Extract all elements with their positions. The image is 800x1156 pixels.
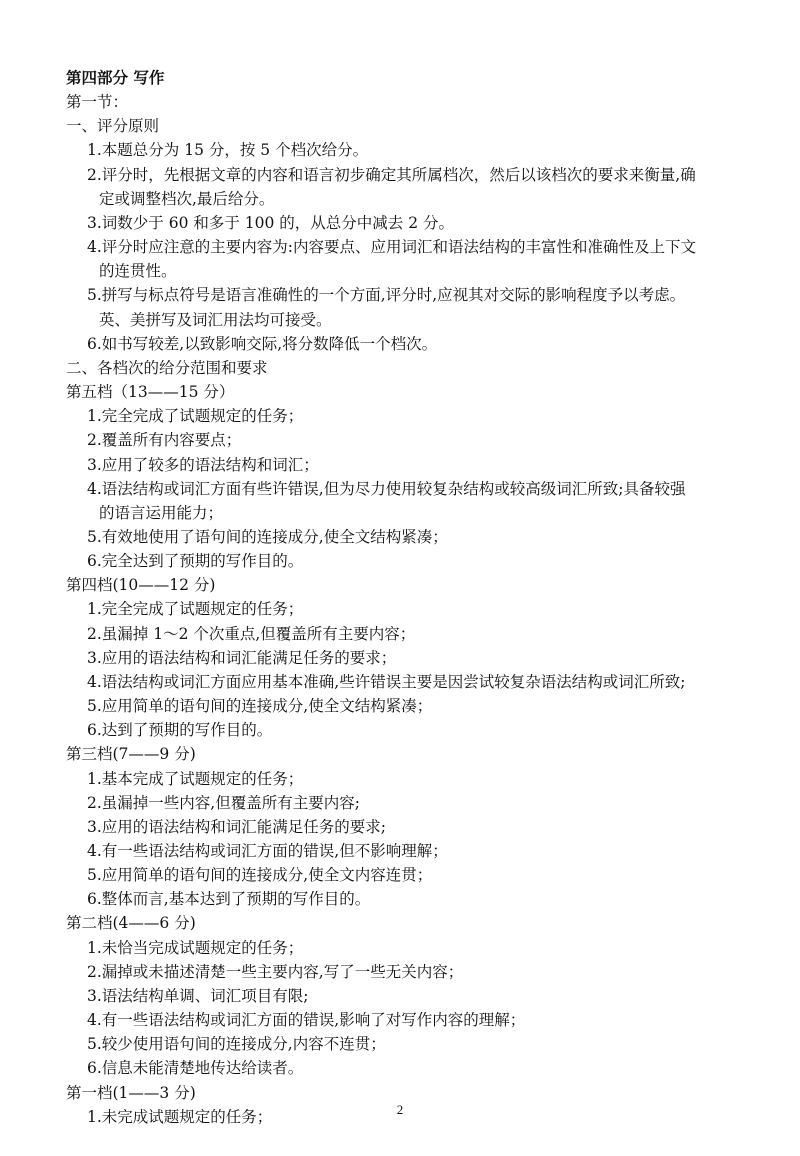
principle-item-3: 3.词数少于 60 和多于 100 的，从总分中减去 2 分。 (87, 213, 455, 232)
band3-item-5: 5.应用简单的语句间的连接成分,使全文内容连贯； (87, 866, 433, 885)
principle-item-2: 2.评分时，先根据文章的内容和语言初步确定其所属档次，然后以该档次的要求来衡量,确 (87, 165, 696, 184)
principle-item-4-cont: 的连贯性。 (99, 262, 177, 281)
principle-item-5-cont: 英、美拼写及词汇用法均可接受。 (99, 310, 332, 329)
band4-heading: 第四档(10——12 分) (66, 576, 216, 595)
band5-item-4-cont: 的语言运用能力； (99, 503, 224, 522)
band2-item-6: 6.信息未能清楚地传达给读者。 (87, 1059, 304, 1078)
band5-item-2: 2.覆盖所有内容要点； (87, 431, 242, 450)
band3-item-2: 2.虽漏掉一些内容,但覆盖所有主要内容; (87, 793, 360, 812)
band2-item-4: 4.有一些语法结构或词汇方面的错误,影响了对写作内容的理解； (87, 1011, 526, 1030)
band4-item-1: 1.完全完成了试题规定的任务； (87, 600, 304, 619)
band4-item-6: 6.达到了预期的写作目的。 (87, 721, 273, 740)
band3-heading: 第三档(7——9 分) (66, 745, 196, 764)
band4-item-3: 3.应用的语法结构和词汇能满足任务的要求； (87, 648, 397, 667)
band2-heading: 第二档(4——6 分) (66, 914, 196, 933)
principle-item-6: 6.如书写较差,以致影响交际,将分数降低一个档次。 (87, 334, 438, 353)
principle-item-2-cont: 定或调整档次,最后给分。 (99, 189, 275, 208)
band3-item-1: 1.基本完成了试题规定的任务； (87, 769, 304, 788)
band5-item-3: 3.应用了较多的语法结构和词汇； (87, 455, 319, 474)
band2-item-3: 3.语法结构单调、词汇项目有限; (87, 986, 309, 1005)
band3-item-6: 6.整体而言,基本达到了预期的写作目的。 (87, 890, 371, 909)
principles-heading: 一、评分原则 (66, 117, 160, 136)
principle-item-5: 5.拼写与标点符号是语言准确性的一个方面,评分时,应视其对交际的影响程度予以考虑。 (87, 286, 686, 305)
page-number: 2 (396, 1102, 404, 1117)
section-heading: 第一节： (66, 93, 129, 112)
band5-item-6: 6.完全达到了预期的写作目的。 (87, 552, 304, 571)
requirements-heading: 二、各档次的给分范围和要求 (66, 358, 268, 377)
band4-item-5: 5.应用简单的语句间的连接成分,使全文结构紧凑； (87, 697, 433, 716)
band3-item-4: 4.有一些语法结构或词汇方面的错误,但不影响理解； (87, 842, 448, 860)
band5-heading: 第五档（13——15 分） (66, 383, 235, 402)
band4-item-4: 4.语法结构或词汇方面应用基本准确,些许错误主要是因尝试较复杂语法结构或词汇所致; (87, 672, 686, 691)
band5-item-4: 4.语法结构或词汇方面有些许错误,但为尽力使用较复杂结构或较高级词汇所致;具备较强 (87, 479, 686, 498)
document-page (66, 66, 746, 1129)
part-title: 第四部分 写作 (66, 68, 165, 87)
band5-item-1: 1.完全完成了试题规定的任务； (87, 407, 304, 426)
band2-item-2: 2.漏掉或未描述清楚一些主要内容,写了一些无关内容； (87, 962, 464, 981)
band1-item-1: 1.未完成试题规定的任务； (87, 1107, 273, 1126)
band2-item-1: 1.未恰当完成试题规定的任务； (87, 938, 304, 957)
principle-item-1: 1.本题总分为 15 分，按 5 个档次给分。 (87, 141, 369, 160)
band3-item-3: 3.应用的语法结构和词汇能满足任务的要求; (87, 817, 387, 836)
principle-item-4: 4.评分时应注意的主要内容为:内容要点、应用词汇和语法结构的丰富性和准确性及上下文 (87, 238, 697, 257)
band1-heading: 第一档(1——3 分) (66, 1083, 196, 1102)
band2-item-5: 5.较少使用语句间的连接成分,内容不连贯； (87, 1035, 386, 1054)
band4-item-2: 2.虽漏掉 1～2 个次重点,但覆盖所有主要内容； (87, 624, 416, 643)
band5-item-5: 5.有效地使用了语句间的连接成分,使全文结构紧凑； (87, 527, 448, 546)
